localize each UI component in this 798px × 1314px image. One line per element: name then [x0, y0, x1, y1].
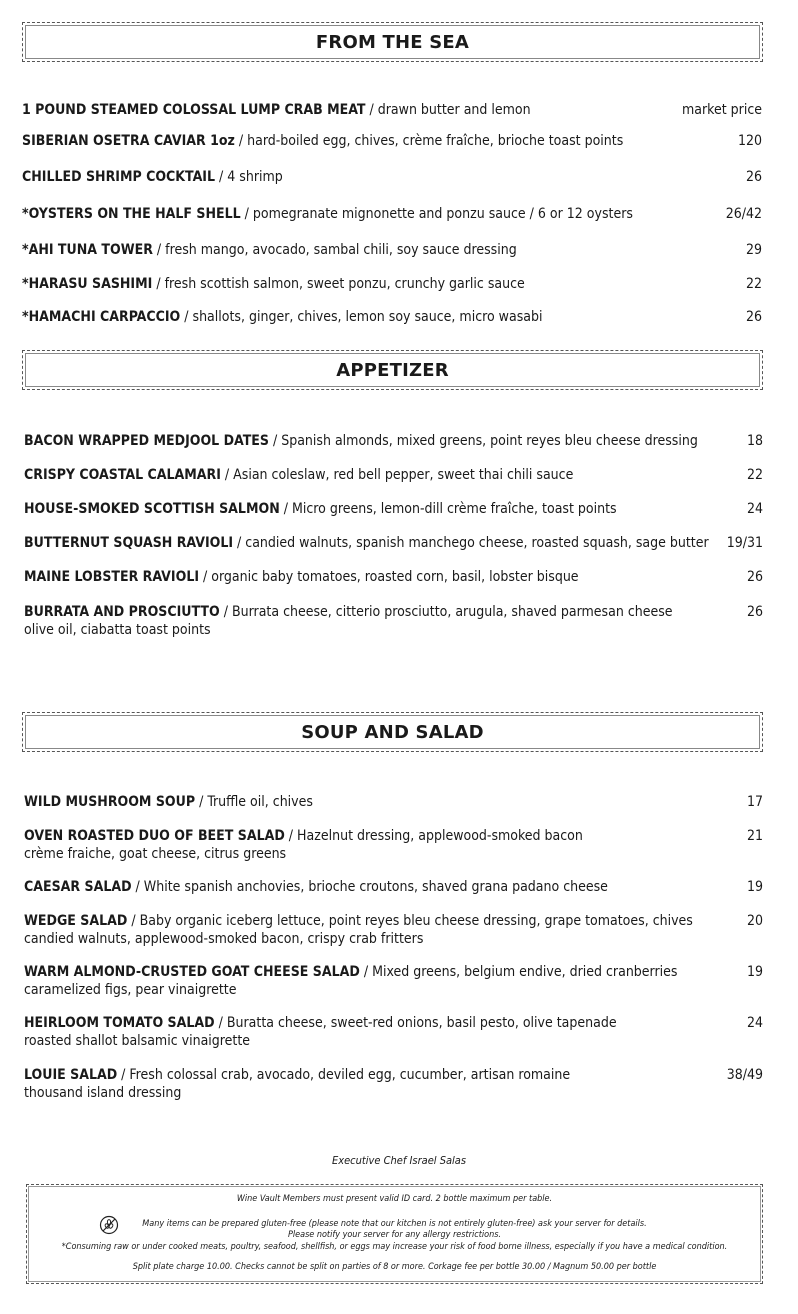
menu-item — [24, 432, 763, 450]
item-description-continued: thousand island dressing — [24, 1085, 182, 1101]
item-description: / 4 shrimp — [215, 169, 283, 185]
item-price: 19/31 — [726, 535, 763, 551]
item-description: / fresh scottish salmon, sweet ponzu, crunchy garlic sauce — [152, 276, 525, 292]
item-description-continued: roasted shallot balsamic vinaigrette — [24, 1033, 251, 1049]
section-title: FROM THE SEA — [315, 31, 470, 53]
gluten-free-notice: Many items can be prepared gluten-free (please note that our kitchen is not entirely gluten-free) ask your server for details. — [142, 1219, 647, 1229]
item-name: HOUSE-SMOKED SCOTTISH SALMON — [24, 501, 280, 517]
wine-vault-notice: Wine Vault Members must present valid ID card. 2 bottle maximum per table. — [236, 1194, 553, 1204]
item-name: BACON WRAPPED MEDJOOL DATES — [24, 433, 269, 449]
item-price: 22 — [745, 276, 762, 292]
item-description: / Burrata cheese, citterio prosciutto, arugula, shaved parmesan cheese — [219, 604, 673, 620]
item-description: / shallots, ginger, chives, lemon soy sauce, micro wasabi — [180, 309, 543, 325]
item-description: / Hazelnut dressing, applewood-smoked bacon — [284, 828, 583, 844]
item-name: SIBERIAN OSETRA CAVIAR 1oz — [22, 133, 235, 149]
item-price: 26 — [746, 569, 763, 585]
item-price: 21 — [746, 828, 763, 844]
item-name: WILD MUSHROOM SOUP — [24, 794, 196, 810]
item-price: 29 — [745, 242, 762, 258]
item-name: MAINE LOBSTER RAVIOLI — [24, 569, 200, 585]
menu-item — [24, 568, 763, 586]
food-safety-notice: *Consuming raw or under cooked meats, poultry, seafood, shellfish, or eggs may increase your risk of food borne illness, especially if you have a medical condition. — [61, 1242, 728, 1252]
item-price: 24 — [746, 501, 763, 517]
menu-item — [22, 241, 762, 259]
item-description: / Truffle oil, chives — [195, 794, 313, 810]
item-name: WEDGE SALAD — [24, 913, 128, 929]
item-description: / Micro greens, lemon-dill crème fraîche, toast points — [279, 501, 617, 517]
item-name: CRISPY COASTAL CALAMARI — [24, 467, 221, 483]
item-name: OVEN ROASTED DUO OF BEET SALAD — [24, 828, 285, 844]
item-description: / Mixed greens, belgium endive, dried cranberries — [359, 964, 678, 980]
section-header-appetizer — [22, 350, 763, 390]
item-description: / organic baby tomatoes, roasted corn, basil, lobster bisque — [199, 569, 579, 585]
item-description: / candied walnuts, spanish manchego cheese, roasted squash, sage butter — [233, 535, 709, 551]
item-name: *HAMACHI CARPACCIO — [22, 309, 181, 325]
menu-item — [24, 912, 763, 948]
allergy-notice: Please notify your server for any allergy restrictions. — [288, 1230, 501, 1240]
menu-item — [24, 466, 763, 484]
item-price: 20 — [746, 913, 763, 929]
menu-item — [24, 1066, 763, 1102]
item-price: 120 — [737, 133, 762, 149]
item-name: 1 POUND STEAMED COLOSSAL LUMP CRAB MEAT — [22, 102, 366, 118]
executive-chef-credit: Executive Chef Israel Salas — [331, 1154, 467, 1167]
item-name: LOUIE SALAD — [24, 1067, 118, 1083]
menu-item — [22, 308, 762, 326]
item-price: 26 — [745, 309, 762, 325]
footer-notice-box — [26, 1184, 763, 1284]
menu-item — [24, 878, 763, 896]
item-description-continued: candied walnuts, applewood-smoked bacon, crispy crab fritters — [24, 931, 424, 947]
item-description: / Baby organic iceberg lettuce, point reyes bleu cheese dressing, grape tomatoes, chives — [127, 913, 693, 929]
item-price: 24 — [746, 1015, 763, 1031]
item-description: / Fresh colossal crab, avocado, deviled egg, cucumber, artisan romaine — [117, 1067, 571, 1083]
item-description: / White spanish anchovies, brioche croutons, shaved grana padano cheese — [131, 879, 608, 895]
item-name: BURRATA AND PROSCIUTTO — [24, 604, 220, 620]
item-name: CAESAR SALAD — [24, 879, 132, 895]
item-description-continued: olive oil, ciabatta toast points — [24, 622, 211, 638]
menu-item — [24, 534, 763, 552]
item-price: 18 — [746, 433, 763, 449]
item-description: / Buratta cheese, sweet-red onions, basil pesto, olive tapenade — [214, 1015, 617, 1031]
item-name: WARM ALMOND-CRUSTED GOAT CHEESE SALAD — [24, 964, 360, 980]
menu-item — [22, 275, 762, 293]
menu-item — [24, 963, 763, 999]
item-description: / Asian coleslaw, red bell pepper, sweet thai chili sauce — [220, 467, 574, 483]
section-title: SOUP AND SALAD — [301, 721, 484, 743]
menu-item — [24, 827, 763, 863]
item-name: BUTTERNUT SQUASH RAVIOLI — [24, 535, 234, 551]
menu-item — [22, 168, 762, 186]
section-header-from-the-sea — [22, 22, 763, 62]
item-description-continued: caramelized figs, pear vinaigrette — [24, 982, 237, 998]
menu-item — [24, 793, 763, 811]
menu-item — [24, 1014, 763, 1050]
item-name: *OYSTERS ON THE HALF SHELL — [22, 206, 241, 222]
menu-item — [22, 101, 762, 119]
section-title: APPETIZER — [336, 359, 449, 381]
item-price: market price — [682, 102, 762, 118]
item-price: 19 — [746, 964, 763, 980]
item-description: / hard-boiled egg, chives, crème fraîche, brioche toast points — [234, 133, 624, 149]
item-name: HEIRLOOM TOMATO SALAD — [24, 1015, 215, 1031]
charges-notice: Split plate charge 10.00. Checks cannot be split on parties of 8 or more. Corkage fee per bottle 30.00 / Magnum 50.00 per bottle — [132, 1262, 657, 1272]
item-price: 38/49 — [726, 1067, 763, 1083]
menu-item — [22, 132, 762, 150]
menu-item — [24, 500, 763, 518]
item-name: *AHI TUNA TOWER — [22, 242, 153, 258]
item-price: 26/42 — [725, 206, 762, 222]
item-name: CHILLED SHRIMP COCKTAIL — [22, 169, 216, 185]
item-price: 17 — [746, 794, 763, 810]
item-description: / Spanish almonds, mixed greens, point reyes bleu cheese dressing — [268, 433, 698, 449]
item-description-continued: crème fraiche, goat cheese, citrus greens — [24, 846, 287, 862]
item-price: 26 — [746, 604, 763, 620]
item-price: 19 — [746, 879, 763, 895]
section-header-soup-and-salad — [22, 712, 763, 752]
menu-item — [24, 603, 763, 639]
menu-item — [22, 205, 762, 223]
item-price: 22 — [746, 467, 763, 483]
item-description: / pomegranate mignonette and ponzu sauce / 6 or 12 oysters — [240, 206, 633, 222]
item-description: / drawn butter and lemon — [365, 102, 531, 118]
item-price: 26 — [745, 169, 762, 185]
item-description: / fresh mango, avocado, sambal chili, soy sauce dressing — [152, 242, 517, 258]
item-name: *HARASU SASHIMI — [22, 276, 153, 292]
